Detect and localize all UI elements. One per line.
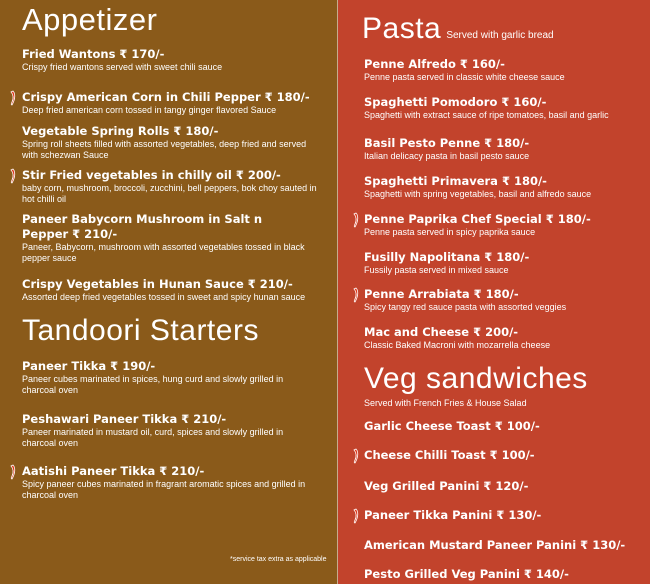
sandwiches-heading: Veg sandwiches xyxy=(364,362,588,395)
menu-item xyxy=(364,212,648,238)
item-name: Fusilly Napolitana ₹ 180/- xyxy=(364,250,530,264)
chili-icon xyxy=(351,212,360,228)
chili-icon xyxy=(8,464,17,480)
service-tax-note: *service tax extra as applicable xyxy=(230,556,327,563)
menu-item xyxy=(364,567,648,582)
item-description: Penne pasta served in classic white cheese sauce xyxy=(364,72,565,82)
item-name: Crispy American Corn in Chili Pepper ₹ 180/- xyxy=(22,90,310,104)
menu-item xyxy=(364,57,648,83)
menu-item xyxy=(22,124,318,160)
item-name: Aatishi Paneer Tikka ₹ 210/- xyxy=(22,464,205,478)
menu-item xyxy=(364,287,648,313)
menu-item xyxy=(364,325,648,351)
item-name: Fried Wantons ₹ 170/- xyxy=(22,47,165,61)
item-description: Penne pasta served in spicy paprika sauce xyxy=(364,227,536,237)
item-name: Veg Grilled Panini ₹ 120/- xyxy=(364,479,529,493)
item-description: Paneer, Babycorn, mushroom with assorted vegetables tossed in black pepper sauce xyxy=(22,242,305,263)
item-name: Penne Alfredo ₹ 160/- xyxy=(364,57,505,71)
menu-item xyxy=(22,168,318,204)
item-name: Paneer Tikka ₹ 190/- xyxy=(22,359,156,373)
menu-item xyxy=(22,47,332,73)
item-name: Pesto Grilled Veg Panini ₹ 140/- xyxy=(364,567,569,581)
chili-icon xyxy=(8,90,17,106)
sandwiches-subtitle: Served with French Fries & House Salad xyxy=(364,398,527,408)
item-name: Spaghetti Primavera ₹ 180/- xyxy=(364,174,547,188)
menu-item xyxy=(364,508,648,523)
item-description: Assorted deep fried vegetables tossed in sweet and spicy hunan sauce xyxy=(22,292,306,302)
item-description: Spicy paneer cubes marinated in fragrant aromatic spices and grilled in charcoal oven xyxy=(22,479,306,500)
menu-item xyxy=(22,90,334,116)
item-description: Paneer marinated in mustard oil, curd, spices and slowly grilled in charcoal oven xyxy=(22,427,284,448)
chili-icon xyxy=(351,287,360,303)
item-name: Mac and Cheese ₹ 200/- xyxy=(364,325,519,339)
item-name: Cheese Chilli Toast ₹ 100/- xyxy=(364,448,535,462)
item-name: Penne Arrabiata ₹ 180/- xyxy=(364,287,519,301)
item-name: Peshawari Paneer Tikka ₹ 210/- xyxy=(22,412,227,426)
item-name: Garlic Cheese Toast ₹ 100/- xyxy=(364,419,540,433)
menu-item xyxy=(364,95,650,121)
item-description: Deep fried american corn tossed in tangy ginger flavored Sauce xyxy=(22,105,277,115)
menu-item xyxy=(22,277,332,303)
menu-item xyxy=(22,412,318,448)
item-description: Crispy fried wantons served with sweet chili sauce xyxy=(22,62,223,72)
item-description: Italian delicacy pasta in basil pesto sauce xyxy=(364,151,530,161)
appetizer-heading: Appetizer xyxy=(22,2,158,37)
item-name: Spaghetti Pomodoro ₹ 160/- xyxy=(364,95,547,109)
item-name: Crispy Vegetables in Hunan Sauce ₹ 210/- xyxy=(22,277,293,291)
chili-icon xyxy=(351,448,360,464)
item-name: American Mustard Paneer Panini ₹ 130/- xyxy=(364,538,626,552)
item-description: baby corn, mushroom, broccoli, zucchini, bell peppers, bok choy sauted in hot chilli oil xyxy=(22,183,317,204)
menu-item xyxy=(364,538,648,553)
item-name: Paneer Babycorn Mushroom in Salt n Pepper ₹ 210/- xyxy=(22,212,263,241)
item-description: Spaghetti with extract sauce of ripe tomatoes, basil and garlic xyxy=(364,110,609,120)
item-description: Spring roll sheets filled with assorted vegetables, deep fried and served with schezwan Sauce xyxy=(22,139,307,160)
item-name: Stir Fried vegetables in chilly oil ₹ 200/- xyxy=(22,168,281,182)
right-menu-column xyxy=(338,0,650,584)
menu-item xyxy=(364,250,648,276)
item-description: Fussily pasta served in mixed sauce xyxy=(364,265,509,275)
item-name: Penne Paprika Chef Special ₹ 180/- xyxy=(364,212,591,226)
menu-item xyxy=(22,464,322,500)
item-name: Paneer Tikka Panini ₹ 130/- xyxy=(364,508,542,522)
item-name: Basil Pesto Penne ₹ 180/- xyxy=(364,136,530,150)
chili-icon xyxy=(351,508,360,524)
menu-item xyxy=(364,419,648,434)
item-description: Classic Baked Macroni with mozarrella cheese xyxy=(364,340,551,350)
tandoori-heading: Tandoori Starters xyxy=(22,314,259,347)
chili-icon xyxy=(8,168,17,184)
menu-item xyxy=(364,136,648,162)
menu-item xyxy=(22,212,305,263)
item-name: Vegetable Spring Rolls ₹ 180/- xyxy=(22,124,219,138)
pasta-subtitle: Served with garlic bread xyxy=(446,30,554,41)
item-description: Spicy tangy red sauce pasta with assorted veggies xyxy=(364,302,567,312)
menu-item xyxy=(364,174,648,200)
item-description: Paneer cubes marinated in spices, hung curd and slowly grilled in charcoal oven xyxy=(22,374,284,395)
item-description: Spaghetti with spring vegetables, basil and alfredo sauce xyxy=(364,189,592,199)
pasta-heading: Pasta xyxy=(362,12,442,45)
menu-item xyxy=(364,448,648,463)
menu-item xyxy=(364,479,648,494)
pasta-header xyxy=(362,14,554,44)
menu-item xyxy=(22,359,318,395)
